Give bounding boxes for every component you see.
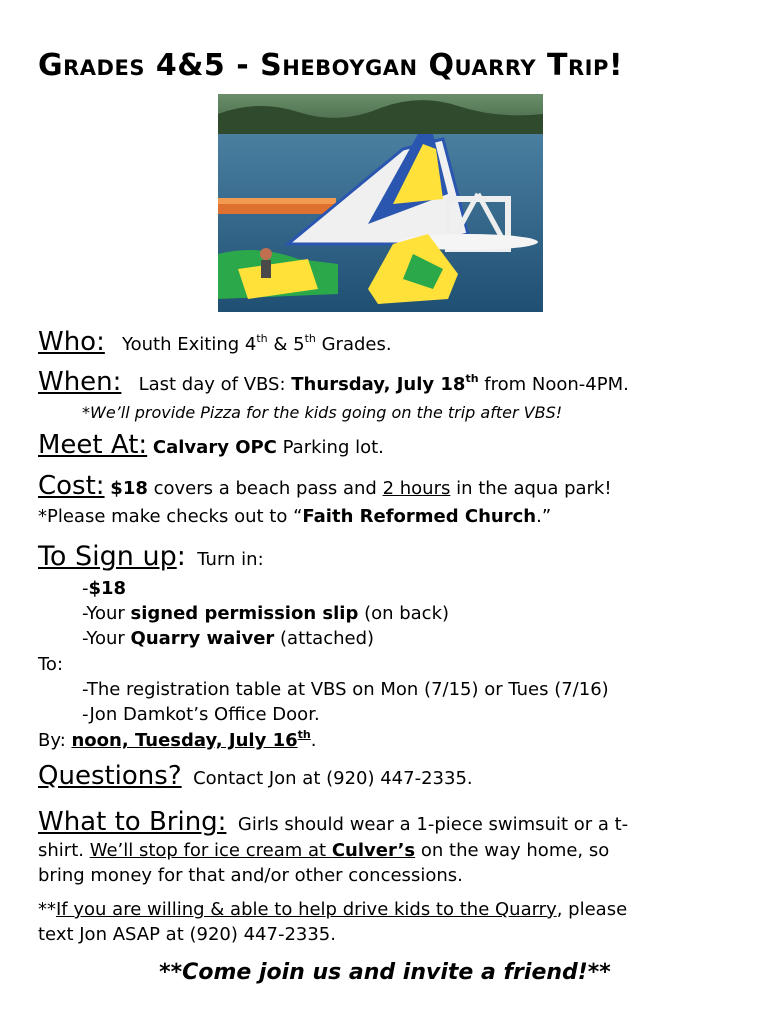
questions-post: Contact Jon at (920) 447-2335. xyxy=(193,768,473,789)
signup-item-2 xyxy=(82,602,449,626)
signup-item-2-pre: -Your xyxy=(82,603,131,624)
when-pre: Last day of VBS: xyxy=(138,374,292,395)
when-sup: th xyxy=(465,372,479,385)
signup-label: To Sign up xyxy=(38,541,177,572)
drivers-line-2: text Jon ASAP at (920) 447-2335. xyxy=(38,924,336,945)
bring-line xyxy=(38,807,629,837)
cost-check-post: .” xyxy=(536,506,552,527)
drivers-post: , please xyxy=(556,899,628,920)
drivers-pre: ** xyxy=(38,899,56,920)
bring-l2-culvers: Culver’s xyxy=(331,840,416,861)
signup-item-1-dash: - xyxy=(82,578,89,599)
signup-to: To: xyxy=(38,654,64,675)
page-title: Grades 4&5 - Sheboygan Quarry Trip! xyxy=(38,48,624,83)
meet-label: Meet At: xyxy=(38,430,148,460)
bring-l2-pre: shirt. xyxy=(38,840,90,861)
signup-item-3-pre: -Your xyxy=(82,628,131,649)
bring-post: Girls should wear a 1-piece swimsuit or a t- xyxy=(237,814,629,835)
signup-deadline xyxy=(38,729,316,753)
cost-hours: 2 hours xyxy=(382,478,451,499)
who-sup1: th xyxy=(256,332,268,345)
signup-to-1: -The registration table at VBS on Mon (7/15) or Tues (7/16) xyxy=(82,679,609,700)
who-post: Grades. xyxy=(315,334,392,355)
signup-by-sup: th xyxy=(297,728,311,741)
closing-invite: **Come join us and invite a friend!** xyxy=(159,960,611,985)
signup-by-date: noon, Tuesday, July 16 xyxy=(71,730,298,751)
cost-check-line xyxy=(38,505,551,529)
when-line xyxy=(38,367,629,397)
signup-item-1 xyxy=(82,577,126,601)
cost-line xyxy=(38,471,612,501)
meet-post: Parking lot. xyxy=(276,437,384,458)
signup-item-1-amount: $18 xyxy=(88,578,127,599)
signup-item-3-post: (attached) xyxy=(274,628,375,649)
signup-post: Turn in: xyxy=(197,549,264,570)
who-line xyxy=(38,327,392,357)
bring-l2-underline: We’ll stop for ice cream at xyxy=(89,840,332,861)
signup-colon: : xyxy=(176,541,186,572)
signup-item-2-bold: signed permission slip xyxy=(130,603,359,624)
who-mid: & 5 xyxy=(267,334,305,355)
questions-label: Questions? xyxy=(38,761,182,791)
cost-check-pre: *Please make checks out to “ xyxy=(38,506,303,527)
bring-line-2 xyxy=(38,839,609,863)
when-post: from Noon-4PM. xyxy=(478,374,629,395)
bring-l2-post: on the way home, so xyxy=(415,840,610,861)
cost-label: Cost: xyxy=(38,471,105,501)
signup-by-post: . xyxy=(310,730,317,751)
bring-line-3: bring money for that and/or other concessions. xyxy=(38,865,463,886)
when-label: When: xyxy=(38,367,122,397)
cost-mid: covers a beach pass and xyxy=(147,478,383,499)
signup-line xyxy=(38,541,264,572)
signup-by-pre: By: xyxy=(38,730,72,751)
who-pre: Youth Exiting 4 xyxy=(122,334,257,355)
aqua-park-photo xyxy=(218,94,543,312)
cost-check-payee: Faith Reformed Church xyxy=(302,506,537,527)
drivers-underline: If you are willing & able to help drive kids to the Quarry xyxy=(56,899,557,920)
drivers-line xyxy=(38,898,627,922)
meet-line xyxy=(38,430,384,460)
who-sup2: th xyxy=(304,332,316,345)
meet-place: Calvary OPC xyxy=(152,437,277,458)
bring-label: What to Bring: xyxy=(38,807,227,837)
signup-item-3-bold: Quarry waiver xyxy=(130,628,275,649)
who-label: Who: xyxy=(38,327,105,357)
when-note: *We’ll provide Pizza for the kids going on the trip after VBS! xyxy=(82,403,563,422)
signup-item-3 xyxy=(82,627,374,651)
cost-amount: $18 xyxy=(110,478,148,499)
signup-item-2-post: (on back) xyxy=(358,603,450,624)
when-date: Thursday, July 18 xyxy=(291,374,466,395)
cost-post: in the aqua park! xyxy=(450,478,612,499)
questions-line xyxy=(38,761,473,791)
signup-to-2: -Jon Damkot’s Office Door. xyxy=(82,704,320,725)
